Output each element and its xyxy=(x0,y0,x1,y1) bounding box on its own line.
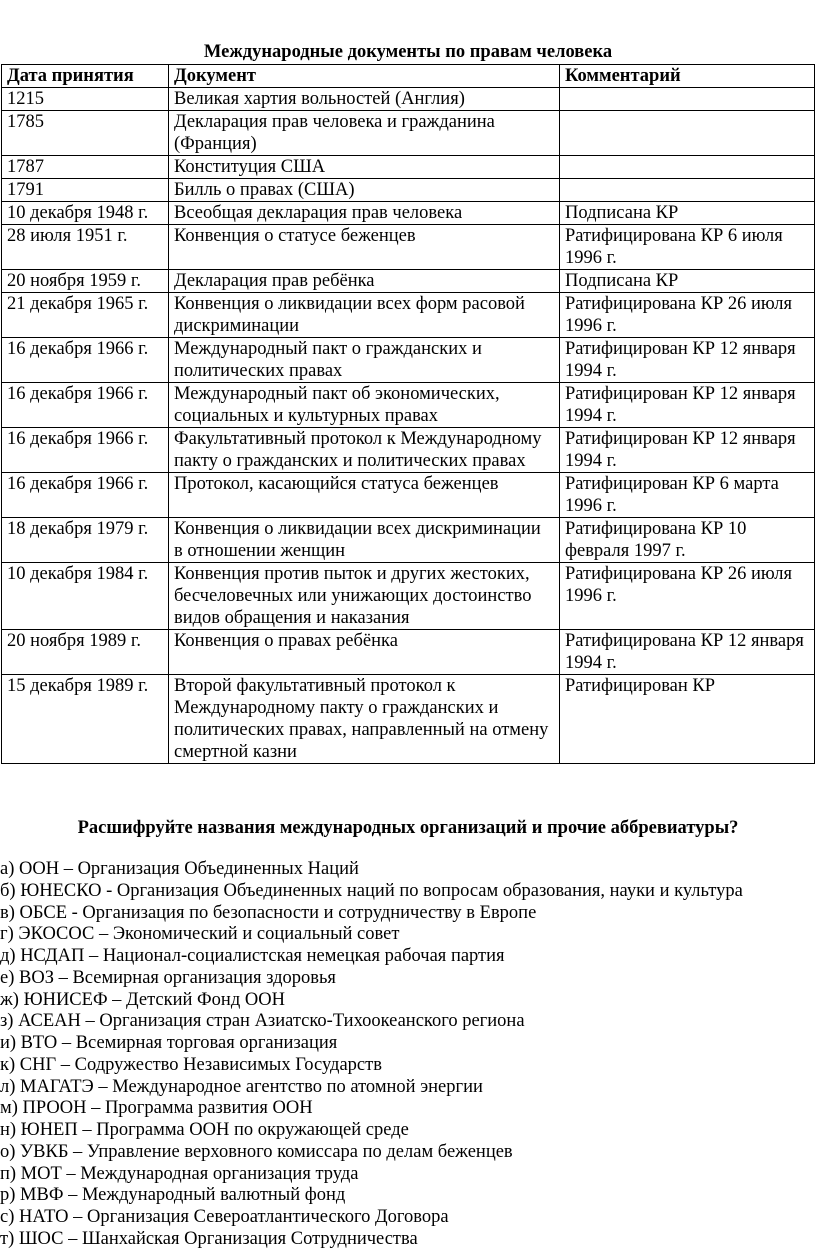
cell-date: 16 декабря 1966 г. xyxy=(2,338,169,383)
cell-document: Второй факультативный протокол к Международному пакту о гражданских и политических правах, направленный на отмену смертной казни xyxy=(169,675,560,764)
list-item: о) УВКБ – Управление верховного комиссара по делам беженцев xyxy=(0,1141,513,1162)
list-item: ж) ЮНИСЕФ – Детский Фонд ООН xyxy=(0,989,285,1010)
cell-comment xyxy=(560,88,815,111)
list-item: р) МВФ – Международный валютный фонд xyxy=(0,1185,346,1206)
cell-date: 16 декабря 1966 г. xyxy=(2,383,169,428)
cell-comment: Ратифицирована КР 6 июля 1996 г. xyxy=(560,225,815,270)
cell-date: 20 ноября 1989 г. xyxy=(2,630,169,675)
cell-date: 28 июля 1951 г. xyxy=(2,225,169,270)
table-row xyxy=(2,383,815,428)
cell-document: Декларация прав ребёнка xyxy=(169,270,560,293)
cell-document: Всеобщая декларация прав человека xyxy=(169,202,560,225)
table-row xyxy=(2,111,815,156)
list-item: а) ООН – Организация Объединенных Наций xyxy=(0,859,359,879)
column-header-date: Дата принятия xyxy=(2,65,169,88)
cell-comment xyxy=(560,156,815,179)
cell-date: 15 декабря 1989 г. xyxy=(2,675,169,764)
cell-comment: Ратифицирована КР 26 июля 1996 г. xyxy=(560,563,815,630)
list-item: с) НАТО – Организация Североатлантического Договора xyxy=(0,1207,449,1227)
cell-date: 18 декабря 1979 г. xyxy=(2,518,169,563)
list-item: в) ОБСЕ - Организация по безопасности и сотрудничеству в Европе xyxy=(0,902,537,923)
table-row xyxy=(2,225,815,270)
cell-comment: Ратифицирован КР 6 марта 1996 г. xyxy=(560,473,815,518)
cell-date: 16 декабря 1966 г. xyxy=(2,473,169,518)
cell-document: Конвенция против пыток и других жестоких, бесчеловечных или унижающих достоинство видов обращения и наказания xyxy=(169,563,560,630)
cell-document: Международный пакт о гражданских и политических правах xyxy=(169,338,560,383)
cell-document: Конвенция о ликвидации всех дискриминации в отношении женщин xyxy=(169,518,560,563)
list-item: к) СНГ – Содружество Независимых Государств xyxy=(0,1054,382,1075)
abbreviation-list xyxy=(0,859,816,1251)
cell-document: Конвенция о статусе беженцев xyxy=(169,225,560,270)
table-row xyxy=(2,473,815,518)
table-row xyxy=(2,428,815,473)
cell-date: 1787 xyxy=(2,156,169,179)
cell-date: 1215 xyxy=(2,88,169,111)
table-row xyxy=(2,675,815,764)
table-row xyxy=(2,88,815,111)
table-body xyxy=(2,88,815,764)
list-item: д) НСДАП – Национал-социалистская немецкая рабочая партия xyxy=(0,946,505,966)
list-item: е) ВОЗ – Всемирная организация здоровья xyxy=(0,967,336,988)
cell-document: Международный пакт об экономических, социальных и культурных правах xyxy=(169,383,560,428)
cell-comment: Подписана КР xyxy=(560,270,815,293)
list-item: з) АСЕАН – Организация стран Азиатско-Тихоокеанского региона xyxy=(0,1011,525,1032)
cell-date: 1791 xyxy=(2,179,169,202)
table-row xyxy=(2,202,815,225)
table-row xyxy=(2,630,815,675)
list-item: м) ПРООН – Программа развития ООН xyxy=(0,1098,313,1119)
cell-date: 1785 xyxy=(2,111,169,156)
column-header-comment: Комментарий xyxy=(560,65,815,88)
table-row xyxy=(2,338,815,383)
table-row xyxy=(2,293,815,338)
cell-date: 21 декабря 1965 г. xyxy=(2,293,169,338)
cell-document: Конституция США xyxy=(169,156,560,179)
table-header-row xyxy=(2,65,815,88)
list-item: и) ВТО – Всемирная торговая организация xyxy=(0,1033,338,1053)
list-item: л) МАГАТЭ – Международное агентство по атомной энергии xyxy=(0,1076,483,1097)
cell-comment: Ратифицирован КР 12 января 1994 г. xyxy=(560,383,815,428)
list-item: б) ЮНЕСКО - Организация Объединенных наций по вопросам образования, науки и культура xyxy=(0,880,743,901)
cell-date: 16 декабря 1966 г. xyxy=(2,428,169,473)
cell-comment: Ратифицирована КР 10 февраля 1997 г. xyxy=(560,518,815,563)
table-row xyxy=(2,563,815,630)
list-item: п) МОТ – Международная организация труда xyxy=(0,1163,359,1184)
cell-document: Великая хартия вольностей (Англия) xyxy=(169,88,560,111)
cell-comment: Подписана КР xyxy=(560,202,815,225)
section-title: Расшифруйте названия международных организаций и прочие аббревиатуры? xyxy=(77,818,739,838)
cell-comment: Ратифицирована КР 26 июля 1996 г. xyxy=(560,293,815,338)
cell-comment: Ратифицирован КР 12 января 1994 г. xyxy=(560,338,815,383)
cell-comment: Ратифицирован КР 12 января 1994 г. xyxy=(560,428,815,473)
cell-document: Протокол, касающийся статуса беженцев xyxy=(169,473,560,518)
table-row xyxy=(2,270,815,293)
cell-comment xyxy=(560,111,815,156)
table-row xyxy=(2,179,815,202)
list-item: т) ШОС – Шанхайская Организация Сотрудничества xyxy=(0,1228,418,1249)
cell-document: Конвенция о правах ребёнка xyxy=(169,630,560,675)
column-header-document: Документ xyxy=(169,65,560,88)
cell-comment xyxy=(560,179,815,202)
list-item: н) ЮНЕП – Программа ООН по окружающей среде xyxy=(0,1120,409,1140)
cell-date: 10 декабря 1984 г. xyxy=(2,563,169,630)
table-row xyxy=(2,156,815,179)
cell-comment: Ратифицирована КР 12 января 1994 г. xyxy=(560,630,815,675)
cell-document: Конвенция о ликвидации всех форм расовой дискриминации xyxy=(169,293,560,338)
page-title: Международные документы по правам человека xyxy=(203,42,613,62)
cell-document: Декларация прав человека и гражданина (Франция) xyxy=(169,111,560,156)
table-row xyxy=(2,518,815,563)
list-item: г) ЭКОСОС – Экономический и социальный совет xyxy=(0,924,400,945)
cell-comment: Ратифицирован КР xyxy=(560,675,815,764)
documents-table xyxy=(1,64,815,764)
cell-date: 10 декабря 1948 г. xyxy=(2,202,169,225)
cell-date: 20 ноября 1959 г. xyxy=(2,270,169,293)
cell-document: Билль о правах (США) xyxy=(169,179,560,202)
cell-document: Факультативный протокол к Международному пакту о гражданских и политических правах xyxy=(169,428,560,473)
